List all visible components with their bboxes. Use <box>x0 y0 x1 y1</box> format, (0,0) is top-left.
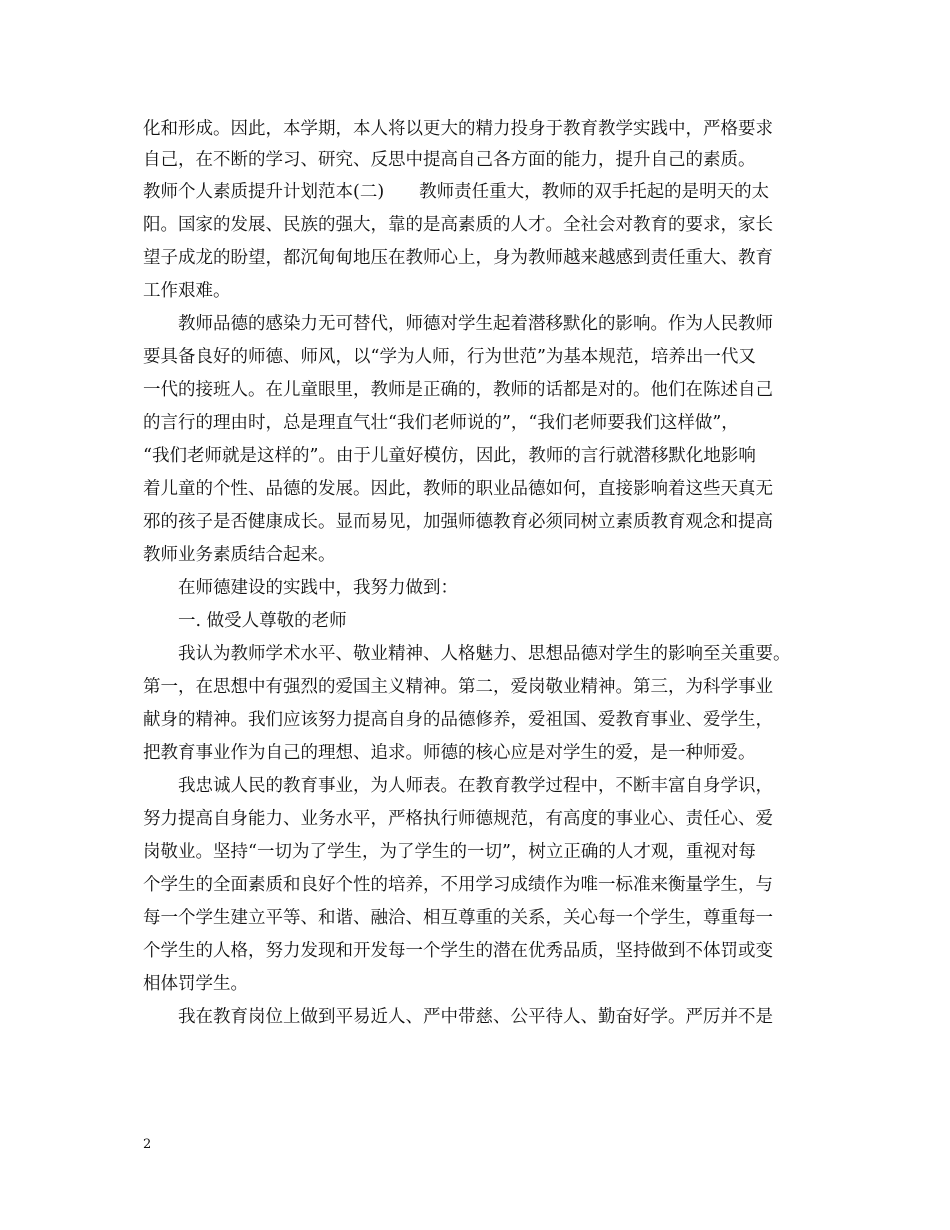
text-line: 我忠诚人民的教育事业，为人师表。在教育教学过程中，不断丰富自身学识， <box>178 775 773 796</box>
text-line: 一. 做受人尊敬的老师 <box>178 610 347 631</box>
text-line: 邪的孩子是否健康成长。显而易见，加强师德教育必须同树立素质教育观念和提高 <box>143 511 773 532</box>
text-line: 的言行的理由时，总是理直气壮“我们老师说的”，“我们老师要我们这样做”， <box>143 412 739 433</box>
text-line: 个学生的人格，努力发现和开发每一个学生的潜在优秀品质，坚持做到不体罚或变 <box>143 940 773 961</box>
text-line: 我在教育岗位上做到平易近人、严中带慈、公平待人、勤奋好学。严厉并不是 <box>178 1006 773 1027</box>
text-line: “我们老师就是这样的”。由于儿童好模仿，因此，教师的言行就潜移默化地影响 <box>143 445 756 466</box>
text-line: 教师业务素质结合起来。 <box>143 544 336 565</box>
text-line: 我认为教师学术水平、敬业精神、人格魅力、思想品德对学生的影响至关重要。 <box>178 643 791 664</box>
text-line: 献身的精神。我们应该努力提高自身的品德修养，爱祖国、爱教育事业、爱学生， <box>143 709 773 730</box>
text-line: 要具备良好的师德、师风，以“学为人师，行为世范”为基本规范，培养出一代又 <box>143 346 756 367</box>
text-line: 岗敬业。坚持“一切为了学生，为了学生的一切”，树立正确的人才观，重视对每 <box>143 841 756 862</box>
text-line: 自己，在不断的学习、研究、反思中提高自己各方面的能力，提升自己的素质。 <box>143 150 756 170</box>
text-line: 努力提高自身能力、业务水平，严格执行师德规范，有高度的事业心、责任心、爱 <box>143 808 773 829</box>
text-line: 阳。国家的发展、民族的强大，靠的是高素质的人才。全社会对教育的要求，家长 <box>143 214 773 235</box>
text-line: 第一，在思想中有强烈的爱国主义精神。第二，爱岗敬业精神。第三，为科学事业 <box>143 676 773 697</box>
text-line: 教师个人素质提升计划范本(二) 教师责任重大，教师的双手托起的是明天的太 <box>143 181 770 202</box>
text-line: 化和形成。因此，本学期，本人将以更大的精力投身于教育教学实践中，严格要求 <box>143 119 773 139</box>
text-line: 教师品德的感染力无可替代，师德对学生起着潜移默化的影响。作为人民教师 <box>178 313 773 334</box>
text-line: 工作艰难。 <box>143 280 231 301</box>
page-number: 2 <box>143 1137 152 1152</box>
body-text <box>143 113 828 1034</box>
text-line: 每一个学生建立平等、和谐、融洽、相互尊重的关系，关心每一个学生，尊重每一 <box>143 907 773 928</box>
text-line: 望子成龙的盼望，都沉甸甸地压在教师心上，身为教师越来越感到责任重大、教育 <box>143 247 773 268</box>
text-line: 个学生的全面素质和良好个性的培养，不用学习成绩作为唯一标准来衡量学生，与 <box>143 874 773 895</box>
text-line: 一代的接班人。在儿童眼里，教师是正确的，教师的话都是对的。他们在陈述自己 <box>143 379 773 400</box>
text-line: 把教育事业作为自己的理想、追求。师德的核心应是对学生的爱，是一种师爱。 <box>143 742 756 763</box>
text-line: 相体罚学生。 <box>143 973 248 994</box>
text-line: 在师德建设的实践中，我努力做到： <box>178 577 458 598</box>
text-line: 着儿童的个性、品德的发展。因此，教师的职业品德如何，直接影响着这些天真无 <box>143 478 773 499</box>
